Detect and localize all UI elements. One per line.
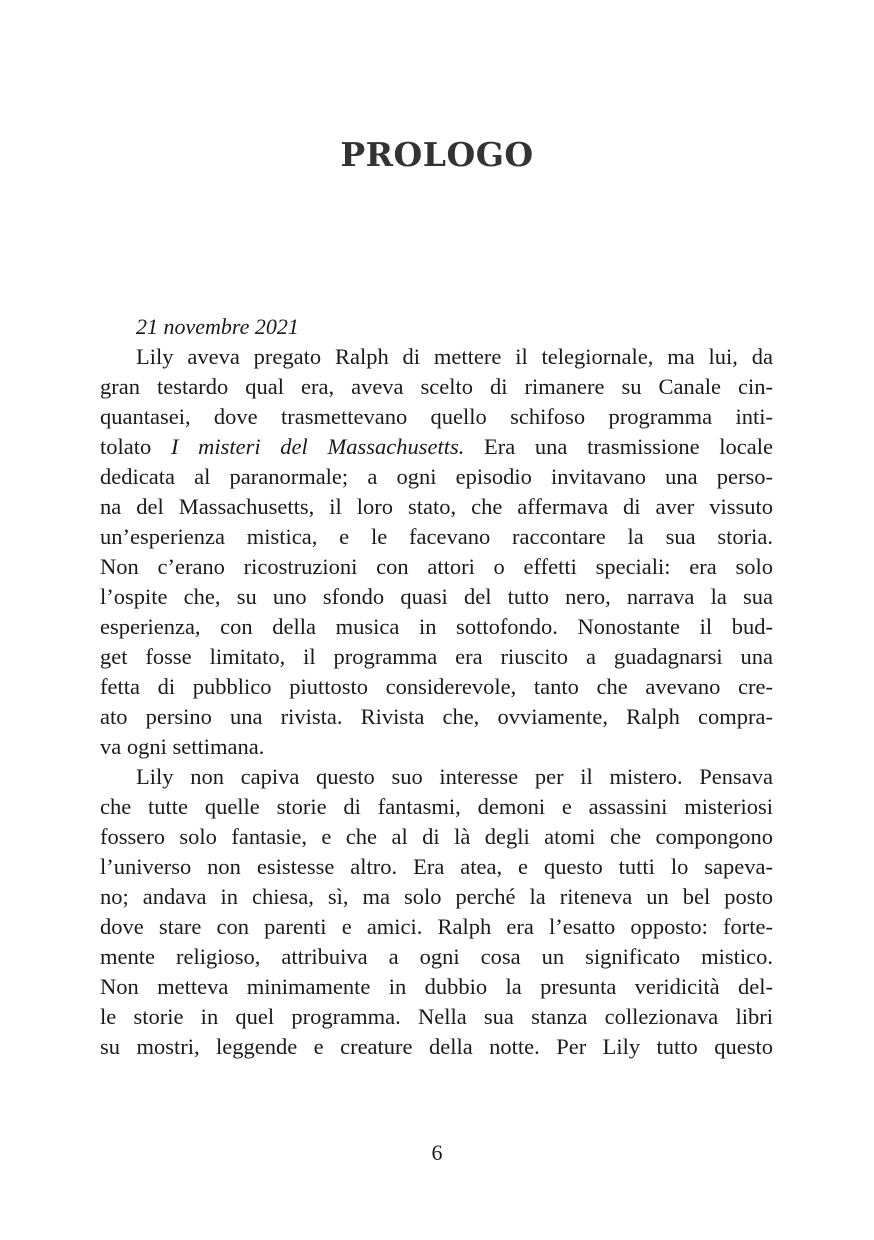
text-line: l’universo non esistesse altro. Era atea, e questo tutti lo sapeva- [100,854,773,879]
text-run: Era una trasmissione locale [464,434,773,459]
text-line: quantasei, dove trasmettevano quello schifoso programma inti- [100,404,773,429]
text-line: le storie in quel programma. Nella sua stanza collezionava libri [100,1004,773,1029]
text-line: esperienza, con della musica in sottofondo. Nonostante il bud- [100,614,773,639]
body-text [100,342,773,1062]
text-line: fossero solo fantasie, e che al di là degli atomi che compongono [100,824,773,849]
text-line: mente religioso, attribuiva a ogni cosa un significato mistico. [100,944,773,969]
paragraph [100,342,773,762]
text-line: no; andava in chiesa, sì, ma solo perché la riteneva un bel posto [100,884,773,909]
text-run: tolato [100,434,171,459]
text-line: va ogni settimana. [100,734,265,759]
text-line: ato persino una rivista. Rivista che, ovviamente, Ralph compra- [100,704,773,729]
text-line: che tutte quelle storie di fantasmi, demoni e assassini misteriosi [100,794,773,819]
program-title-italic: I misteri del Massachusetts. [170,434,465,459]
text-line: su mostri, leggende e creature della notte. Per Lily tutto questo [100,1034,773,1059]
text-line: l’ospite che, su uno sfondo quasi del tutto nero, narrava la sua [100,584,773,609]
text-line: dove stare con parenti e amici. Ralph era l’esatto opposto: forte- [100,914,773,939]
text-line: un’esperienza mistica, e le facevano raccontare la sua storia. [100,524,773,549]
page-number: 6 [431,1140,443,1165]
chapter-date: 21 novembre 2021 [136,314,299,339]
text-line: Non metteva minimamente in dubbio la presunta veridicità del- [100,974,773,999]
text-line: Lily aveva pregato Ralph di mettere il telegiornale, ma lui, da [136,344,773,369]
chapter-title: PROLOGO [340,135,534,174]
text-line: gran testardo qual era, aveva scelto di rimanere su Canale cin- [100,374,773,399]
text-line: get fosse limitato, il programma era riuscito a guadagnarsi una [100,644,773,669]
text-line [100,432,773,462]
text-line: na del Massachusetts, il loro stato, che affermava di aver vissuto [100,494,773,519]
text-line: fetta di pubblico piuttosto considerevole, tanto che avevano cre- [100,674,773,699]
text-line: dedicata al paranormale; a ogni episodio invitavano una perso- [100,464,773,489]
text-line: Lily non capiva questo suo interesse per il mistero. Pensava [136,764,773,789]
paragraph [100,762,773,1062]
text-line: Non c’erano ricostruzioni con attori o effetti speciali: era solo [100,554,773,579]
